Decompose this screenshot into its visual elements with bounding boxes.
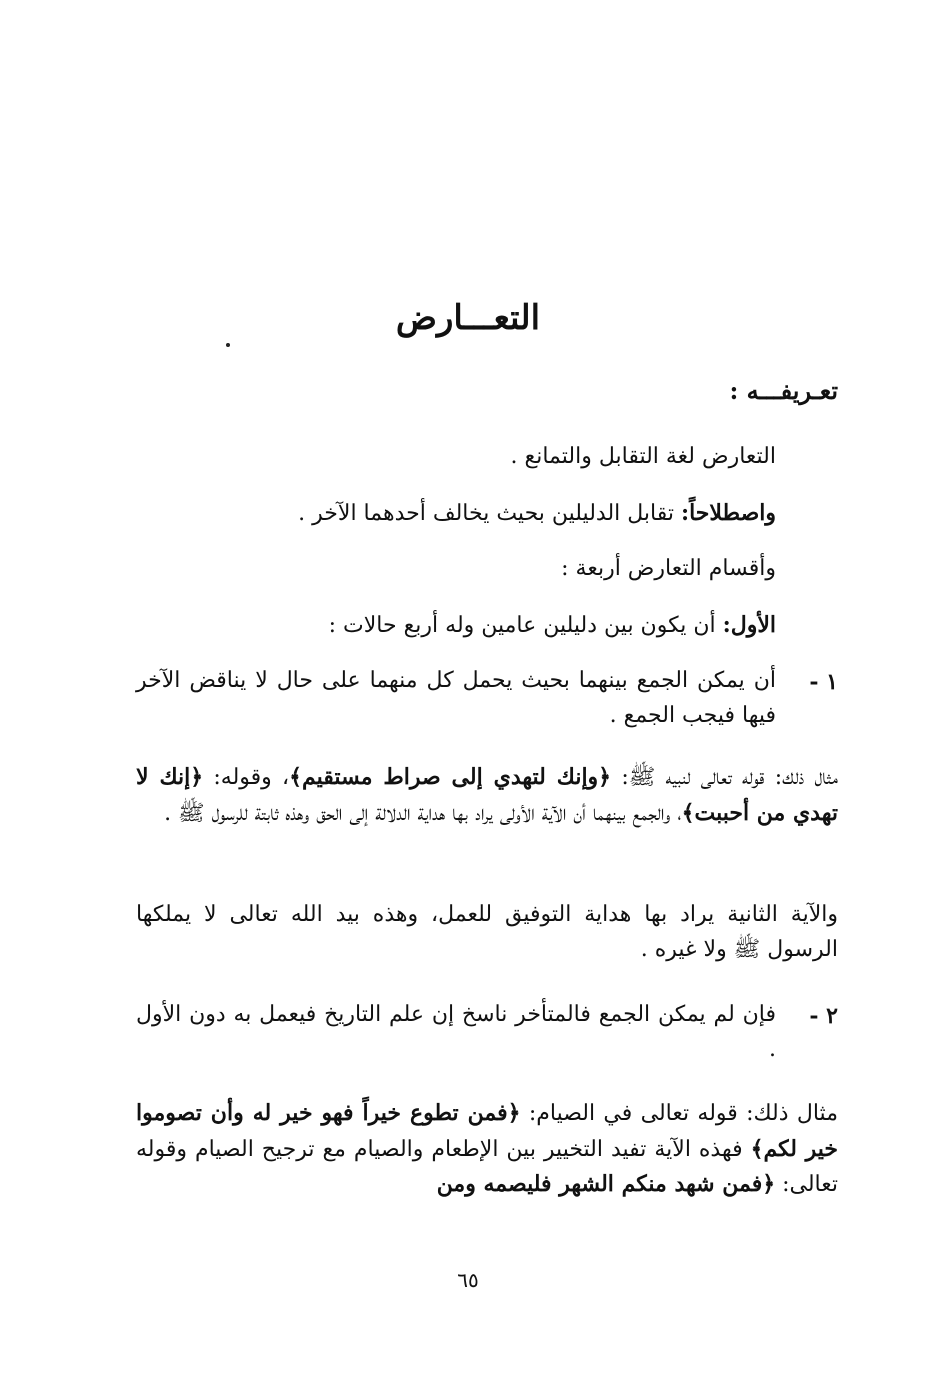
example-1-quote-2: ﴿إنك لا تهدي من أحببت﴾ (136, 764, 838, 826)
awwal-text: أن يكون بين دليلين عامين وله أربع حالات : (328, 613, 723, 638)
example-2-paragraph (136, 1096, 838, 1203)
awwal-line (329, 610, 776, 641)
example-1-paragraph-2: والآية الثانية يراد بها هداية التوفيق للعمل، وهذه بيد الله تعالى لا يملكها الرسول ﷺ ولا غيره . (136, 902, 838, 962)
istilah-text: تقابل الدليلين بحيث يخالف أحدهما الآخر . (298, 501, 681, 526)
aqsam-line: وأقسام التعارض أربعة : (561, 556, 776, 581)
item-1-text: أن يمكن الجمع بينهما بحيث يحمل كل منهما على حال لا يناقض الآخر فيها فيجب الجمع . (136, 668, 776, 728)
definition-istilah (298, 498, 776, 529)
awwal-label: الأول: (722, 612, 776, 638)
stray-dot (226, 343, 230, 347)
item-2-number: ٢ - (809, 1003, 838, 1029)
example-1-explanation: ، والجمع بينهما أن الآية الأولى يراد بها هداية الدلالة إلى الحق وهذه ثابتة للرسول ﷺ . (164, 800, 682, 826)
definition-lughatan: التعارض لغة التقابل والتمانع . (510, 444, 776, 469)
example-2-intro: مثال ذلك: قوله تعالى في الصيام: (520, 1101, 838, 1126)
section-heading: تعـريفـــه : (729, 376, 838, 405)
istilah-label: واصطلاحاً: (680, 500, 776, 526)
example-2-quote-2: ﴿فمن شهد منكم الشهر فليصمه ومن (436, 1171, 776, 1197)
example-1-connector: ، وقوله: (203, 765, 290, 790)
example-1-intro: مثال ذلك: قوله تعالى لنبيه ﷺ: (611, 765, 838, 790)
page-title: التعـــارض (395, 298, 541, 338)
example-2-explanation: فهذه الآية تفيد التخيير بين الإطعام والصيام مع ترجيح الصيام وقوله تعالى: (136, 1136, 838, 1197)
item-1-number: ١ - (809, 669, 838, 695)
page-number: ٦٥ (457, 1268, 479, 1292)
item-2-text: فإن لم يمكن الجمع فالمتأخر ناسخ إن علم التاريخ فيعمل به دون الأول . (136, 1002, 776, 1062)
example-1-quote-1: ﴿وإنك لتهدي إلى صراط مستقيم﴾ (289, 764, 612, 790)
example-2-quote-1: ﴿فمن تطوع خيراً فهو خير له وأن تصوموا خير لكم﴾ (136, 1100, 838, 1162)
example-1-paragraph (136, 760, 838, 831)
